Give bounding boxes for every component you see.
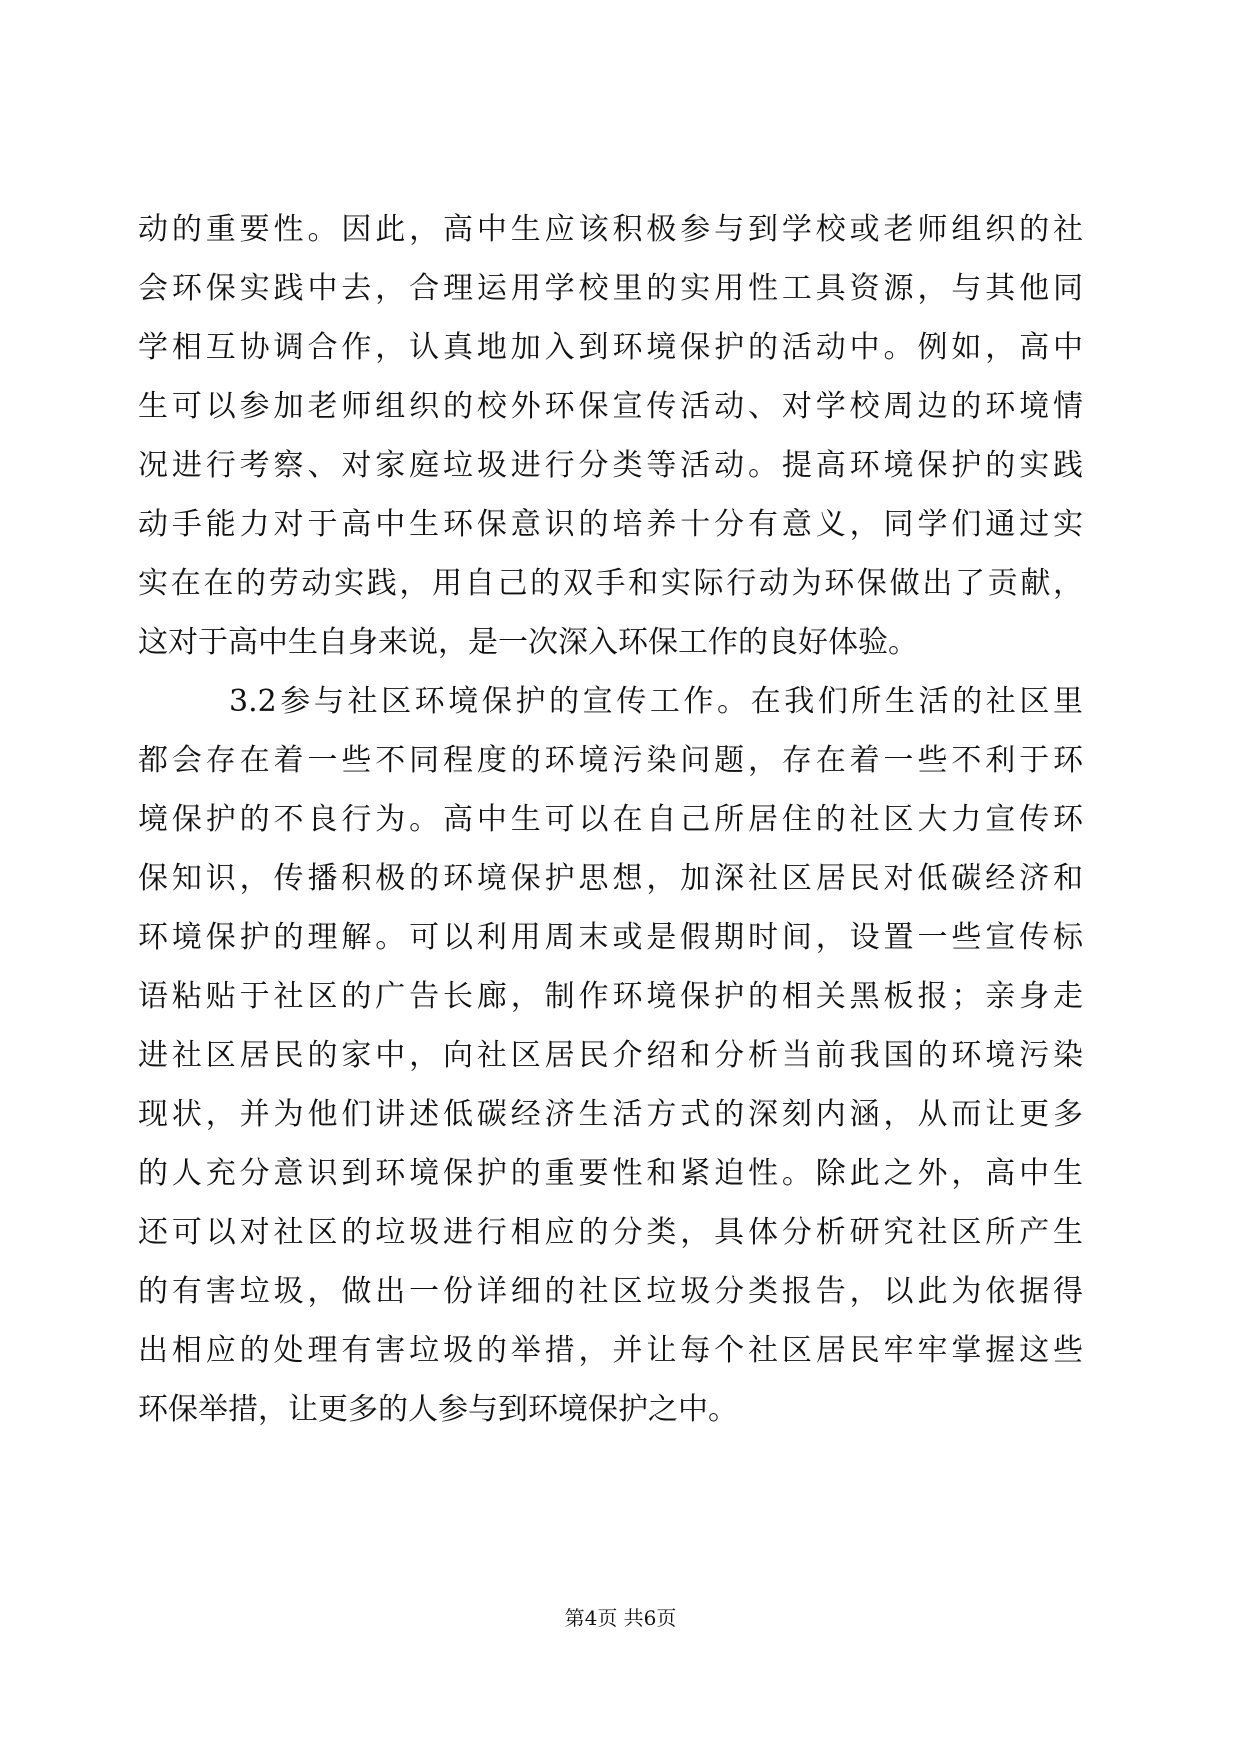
body-text-line: 现状，并为他们讲述低碳经济生活方式的深刻内涵，从而让更多 — [138, 1097, 1083, 1132]
body-text-line: 的人充分意识到环境保护的重要性和紧迫性。除此之外，高中生 — [138, 1156, 1083, 1191]
body-text-line: 进社区居民的家中，向社区居民介绍和分析当前我国的环境污染 — [138, 1038, 1083, 1073]
page-number-footer: 第4页 共6页 — [564, 1606, 677, 1630]
body-text-line: 生可以参加老师组织的校外环保宣传活动、对学校周边的环境情 — [138, 389, 1083, 424]
body-text-line: 境保护的不良行为。高中生可以在自己所居住的社区大力宣传环 — [138, 802, 1083, 837]
body-text-line: 环保举措，让更多的人参与到环境保护之中。 — [138, 1392, 738, 1427]
body-text-line: 况进行考察、对家庭垃圾进行分类等活动。提高环境保护的实践 — [138, 448, 1083, 483]
body-text-line: 实在在的劳动实践，用自己的双手和实际行动为环保做出了贡献， — [138, 566, 1083, 601]
body-text-line: 还可以对社区的垃圾进行相应的分类，具体分析研究社区所产生 — [138, 1215, 1083, 1250]
body-text-line: 会环保实践中去，合理运用学校里的实用性工具资源，与其他同 — [138, 271, 1083, 306]
body-text-line: 动手能力对于高中生环保意识的培养十分有意义，同学们通过实 — [138, 507, 1083, 542]
body-text-line: 学相互协调合作，认真地加入到环境保护的活动中。例如，高中 — [138, 330, 1083, 365]
body-text-line: 出相应的处理有害垃圾的举措，并让每个社区居民牢牢掌握这些 — [138, 1333, 1083, 1368]
body-text-line: 语粘贴于社区的广告长廊，制作环境保护的相关黑板报；亲身走 — [138, 979, 1083, 1014]
body-text-line: 保知识，传播积极的环境保护思想，加深社区居民对低碳经济和 — [138, 861, 1083, 896]
body-text-line: 的有害垃圾，做出一份详细的社区垃圾分类报告，以此为依据得 — [138, 1274, 1083, 1309]
body-text-line: 这对于高中生自身来说，是一次深入环保工作的良好体验。 — [138, 625, 918, 660]
body-text-line: 动的重要性。因此，高中生应该积极参与到学校或老师组织的社 — [138, 212, 1083, 247]
section-heading-line: 3.2参与社区环境保护的宣传工作。在我们所生活的社区里 — [229, 684, 1083, 719]
body-text-line: 环境保护的理解。可以利用周末或是假期时间，设置一些宣传标 — [138, 920, 1083, 955]
body-text-line: 都会存在着一些不同程度的环境污染问题，存在着一些不利于环 — [138, 743, 1083, 778]
